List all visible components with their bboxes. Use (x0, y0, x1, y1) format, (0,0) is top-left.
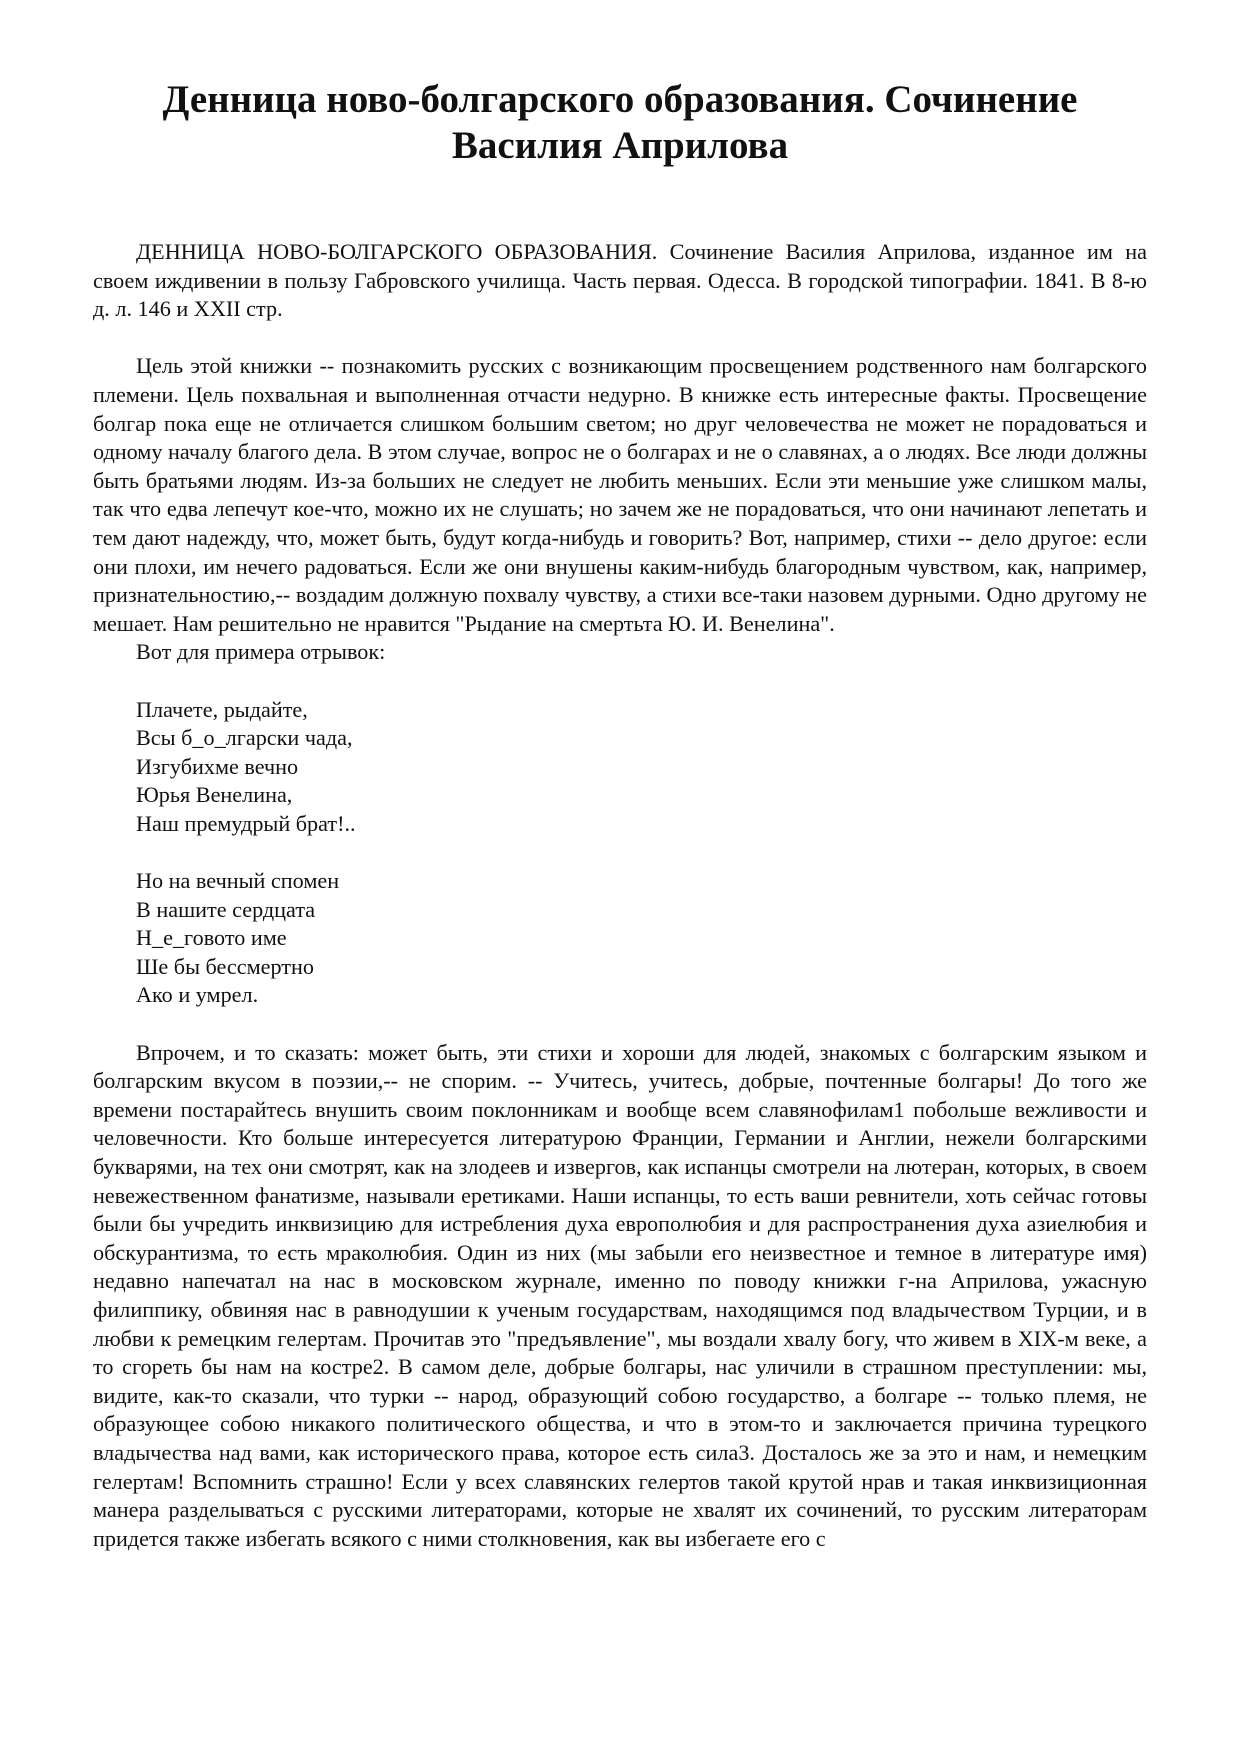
title-line-2: Василия Априлова (451, 124, 789, 167)
verse-line: Ше бы бессмертно (136, 953, 314, 979)
title-line-1: Денница ново-болгарского образования. Сочинение (162, 78, 1078, 121)
paragraph-main: Цель этой книжки -- познакомить русских с возникающим просвещением родственного нам болгарского племени. Цель похвальная и выполненная отчасти недурно. В книжке есть интересные факты. Просвещение болгар пока еще не отличается слишком большим светом; но друг человечества не может не порадоваться и одному началу благого дела. В этом случае, вопрос не о болгарах и не о славянах, а о людях. Все люди должны быть братьями людям. Из-за больших не следует не любить меньших. Если эти меньшие уже слишком малы, так что едва лепечут кое-что, можно их не слушать; но зачем же не порадоваться, что они начинают лепетать и тем дают надежду, что, может быть, будут когда-нибудь и говорить? Вот, например, стихи -- дело другое: если они плохи, им нечего радоваться. Если же они внушены каким-нибудь благородным чувством, как, например, признательностию,-- воздадим должную похвалу чувству, а стихи все-таки назовем дурными. Одно другому не мешает. Нам решительно не нравится "Рыдание на смертьта Ю. И. Венелина". (93, 353, 1147, 636)
verse-line: Ако и умрел. (136, 982, 259, 1008)
verse-line: Но на вечный спомен (136, 868, 340, 894)
verse-block (93, 696, 1147, 1011)
stanza-break (136, 838, 1147, 867)
document-title (93, 77, 1147, 169)
verse-line: Изгубихме вечно (136, 753, 299, 779)
verse-line: Юрья Венелина, (136, 782, 293, 808)
title-block (93, 70, 1147, 169)
verse-line: Плачете, рыдайте, (136, 696, 308, 722)
verse-line: Наш премудрый брат!.. (136, 810, 356, 836)
paragraph-example: Вот для примера отрывок: (136, 639, 386, 665)
paragraph-last: Впрочем, и то сказать: может быть, эти стихи и хороши для людей, знакомых с болгарским языком и болгарским вкусом в поэзии,-- не спорим. -- Учитесь, учитесь, добрые, почтенные болгары! До того же времени постарайтесь внушить своим поклонникам и вообще всем славянофилам1 побольше вежливости и человечности. Кто больше интересуется литературою Франции, Германии и Англии, нежели болгарскими букварями, на тех они смотрят, как на злодеев и извергов, как испанцы смотрели на лютеран, которых, в своем невежественном фанатизме, называли еретиками. Наши испанцы, то есть ваши ревнители, хоть сейчас готовы были бы учредить инквизицию для истребления духа европолюбия и для распространения духа азиелюбия и обскурантизма, то есть мраколюбия. Один из них (мы забыли его неизвестное и темное в литературе имя) недавно напечатал на нас в московском журнале, именно по поводу книжки г-на Априлова, ужасную филиппику, обвиняя нас в равнодушии к ученым государствам, находящимся под владычеством Турции, и в любви к ремецким гелертам. Прочитав это "предъявление", мы воздали хвалу богу, что живем в XIX-м веке, а то сгореть бы нам на костре2. В самом деле, добрые болгары, нас уличили в страшном преступлении: мы, видите, как-то сказали, что турки -- народ, образующий собою государство, а болгаре -- только племя, не образующее собою никакого политического общества, и что в этом-то и заключается причина турецкого владычества над вами, как исторического права, которое есть сила3. Досталось же за это и нам, и немецким гелертам! Вспомнить страшно! Если у всех славянских гелертов такой крутой нрав и такая инквизиционная манера разделываться с русскими литераторами, которые не хвалят их сочинений, то русским литераторам придется также избегать всякого с ними столкновения, как вы избегаете его с (93, 1039, 1147, 1551)
paragraph-intro: ДЕННИЦА НОВО-БОЛГАРСКОГО ОБРАЗОВАНИЯ. Сочинение Василия Априлова, изданное им на своем иждивении в пользу Габровского училища. Часть первая. Одесса. В городской типографии. 1841. В 8-ю д. л. 146 и XXII стр. (93, 239, 1147, 322)
verse-line: В нашите сердцата (136, 896, 316, 922)
verse-line: Н_е_говото име (136, 925, 287, 951)
verse-line: Всы б_о_лгарски чада, (136, 725, 353, 751)
